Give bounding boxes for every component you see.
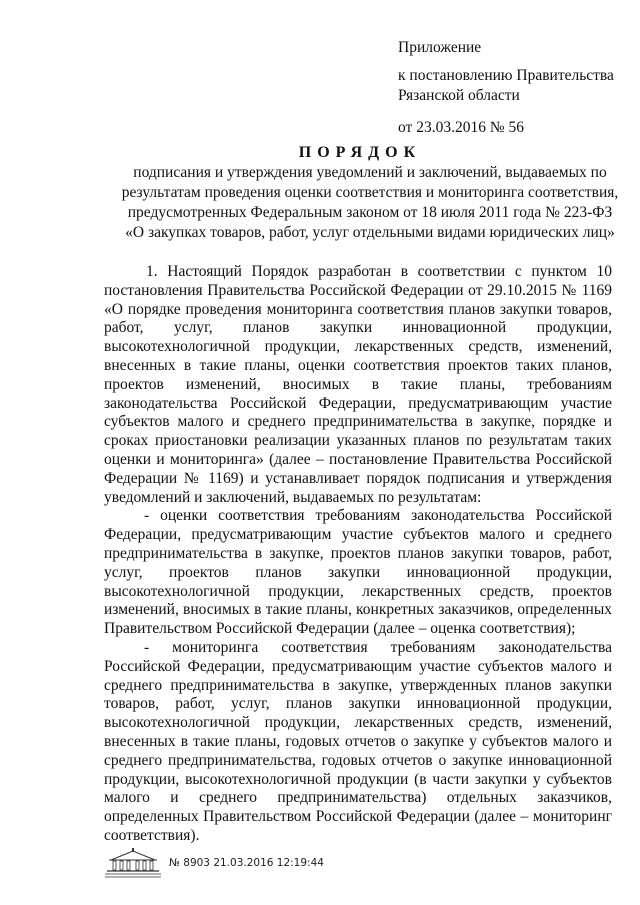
paragraph-1: 1. Настоящий Порядок разработан в соответствии с пунктом 10 постановления Правительства Российской Федерации от 29.10.2015 № 1169 «О порядке проведения мониторинга соответствия планов закупки товаров, работ, услуг, планов закупки инновационной продукции, высокотехнологичной продукции, лекарственных средств, изменений, внесенных в такие планы, оценки соответствия проектов таких планов, проектов изменений, вносимых в такие планы, требованиям законодательства Российской Федерации, предусматривающим участие субъектов малого и среднего предпринимательства в закупке, порядке и сроках приостановки реализации указанных планов по результатам таких оценки и мониторинга» (далее – постановление Правительства Российской Федерации № 1169) и устанавливает порядок подписания и утверждения уведомлений и заключений, выдаваемых по результатам: xyxy=(104,263,612,506)
subtitle-line-4: «О закупках товаров, работ, услуг отдельными видами юридических лиц» xyxy=(125,224,615,241)
appendix-line-1: к постановлению Правительства xyxy=(398,67,614,84)
government-building-icon xyxy=(103,848,163,878)
appendix-date: от 23.03.2016 № 56 xyxy=(398,119,524,136)
subtitle-line-2: результатам проведения оценки соответствия и мониторинга соответствия, xyxy=(121,184,619,201)
paragraph-3: - мониторинга соответствия требованиям законодательства Российской Федерации, предусматривающим участие субъектов малого и среднего предпринимательства в закупке, утвержденных планов закупки товаров, работ, услуг, планов закупки инновационной продукции, высокотехнологичной продукции, лекарственных средств, изменений, внесенных в такие планы, годовых отчетов о закупке у субъектов малого и среднего предпринимательства, годовых отчетов о закупке инновационной продукции, высокотехнологичной продукции (в части закупки у субъектов малого и среднего предпринимательства) отдельных заказчиков, определенных Правительством Российской Федерации (далее – мониторинг соответствия). xyxy=(104,638,612,844)
appendix-title: Приложение xyxy=(398,39,482,56)
document-body xyxy=(104,263,612,846)
registration-number: № 8903 21.03.2016 12:19:44 xyxy=(169,857,324,869)
subtitle-line-1: подписания и утверждения уведомлений и заключений, выдаваемых по xyxy=(133,164,607,181)
subtitle-line-3: предусмотренных Федеральным законом от 18 июля 2011 года № 223-ФЗ xyxy=(127,204,613,221)
paragraph-2: - оценки соответствия требованиям законодательства Российской Федерации, предусматривающим участие субъектов малого и среднего предпринимательства в закупке, проектов планов закупки товаров, работ, услуг, проектов планов закупки инновационной продукции, высокотехнологичной продукции, лекарственных средств, проектов изменений, вносимых в такие планы, конкретных заказчиков, определенных Правительством Российской Федерации (далее – оценка соответствия); xyxy=(104,507,612,638)
document-title: ПОРЯДОК xyxy=(298,144,422,161)
appendix-block xyxy=(398,38,633,138)
appendix-line-2: Рязанской области xyxy=(398,87,520,104)
document-subtitle xyxy=(100,163,640,243)
registration-stamp xyxy=(103,848,324,878)
